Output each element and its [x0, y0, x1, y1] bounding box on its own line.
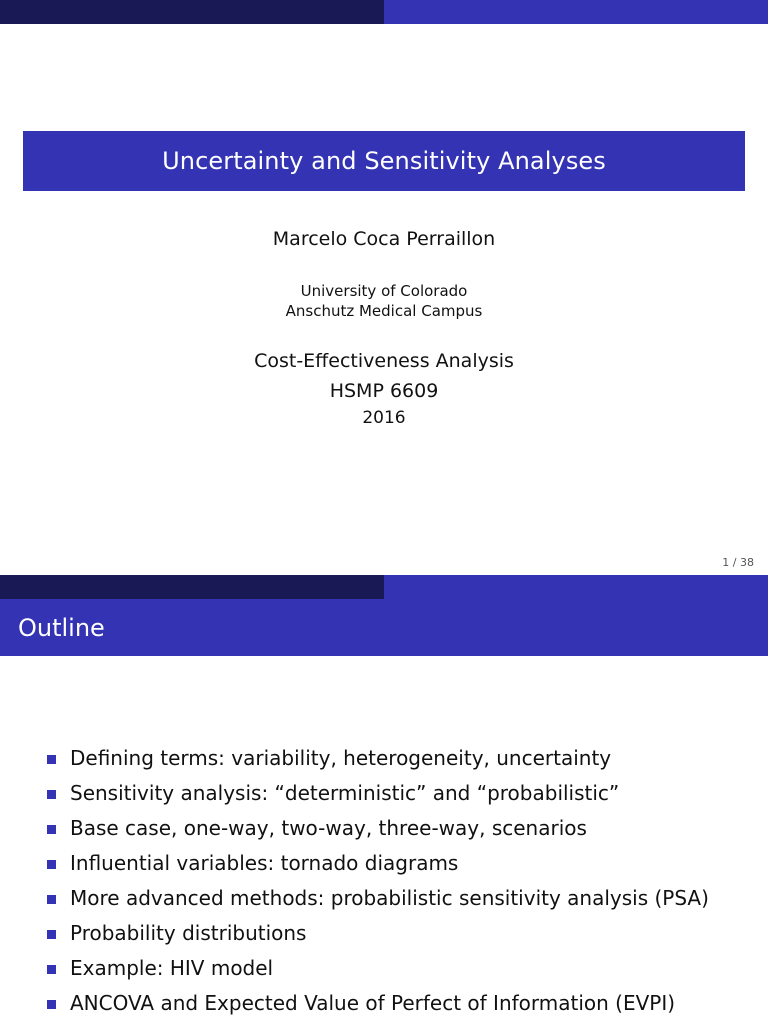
header-bar-left — [0, 0, 384, 24]
header-bar-right — [384, 0, 768, 24]
presentation-year: 2016 — [362, 408, 406, 428]
frame-title: Outline — [18, 614, 105, 642]
presentation-title: Uncertainty and Sensitivity Analyses — [162, 147, 606, 175]
author-name: Marcelo Coca Perraillon — [272, 228, 496, 250]
header-bar — [0, 575, 768, 599]
bullet-square-icon — [47, 860, 56, 869]
list-item: Defining terms: variability, heterogeneity, uncertainty — [0, 744, 768, 779]
institution-line-2: Anschutz Medical Campus — [285, 302, 483, 320]
bullet-square-icon — [47, 930, 56, 939]
list-item: ANCOVA and Expected Value of Perfect of Information (EVPI) — [0, 989, 768, 1024]
header-bar-right — [384, 575, 768, 599]
list-item: Example: HIV model — [0, 954, 768, 989]
institution-line-1: University of Colorado — [300, 282, 468, 300]
header-bar-left — [0, 575, 384, 599]
bullet-square-icon — [47, 825, 56, 834]
page-number: 1 / 38 — [722, 556, 754, 569]
frame-title-bar — [0, 599, 768, 656]
bullet-square-icon — [47, 755, 56, 764]
list-item: More advanced methods: probabilistic sensitivity analysis (PSA) — [0, 884, 768, 919]
bullet-square-icon — [47, 895, 56, 904]
bullet-square-icon — [47, 965, 56, 974]
course-name: Cost-Effectiveness Analysis — [254, 350, 514, 372]
list-item: Base case, one-way, two-way, three-way, scenarios — [0, 814, 768, 849]
header-bar — [0, 0, 768, 24]
outline-list — [0, 744, 768, 1024]
course-code: HSMP 6609 — [329, 380, 439, 402]
list-item: Probability distributions — [0, 919, 768, 954]
bullet-square-icon — [47, 1000, 56, 1009]
outline-slide — [0, 575, 768, 1024]
list-item: Sensitivity analysis: “deterministic” and “probabilistic” — [0, 779, 768, 814]
presentation-title-box — [23, 131, 745, 191]
bullet-square-icon — [47, 790, 56, 799]
list-item: Influential variables: tornado diagrams — [0, 849, 768, 884]
